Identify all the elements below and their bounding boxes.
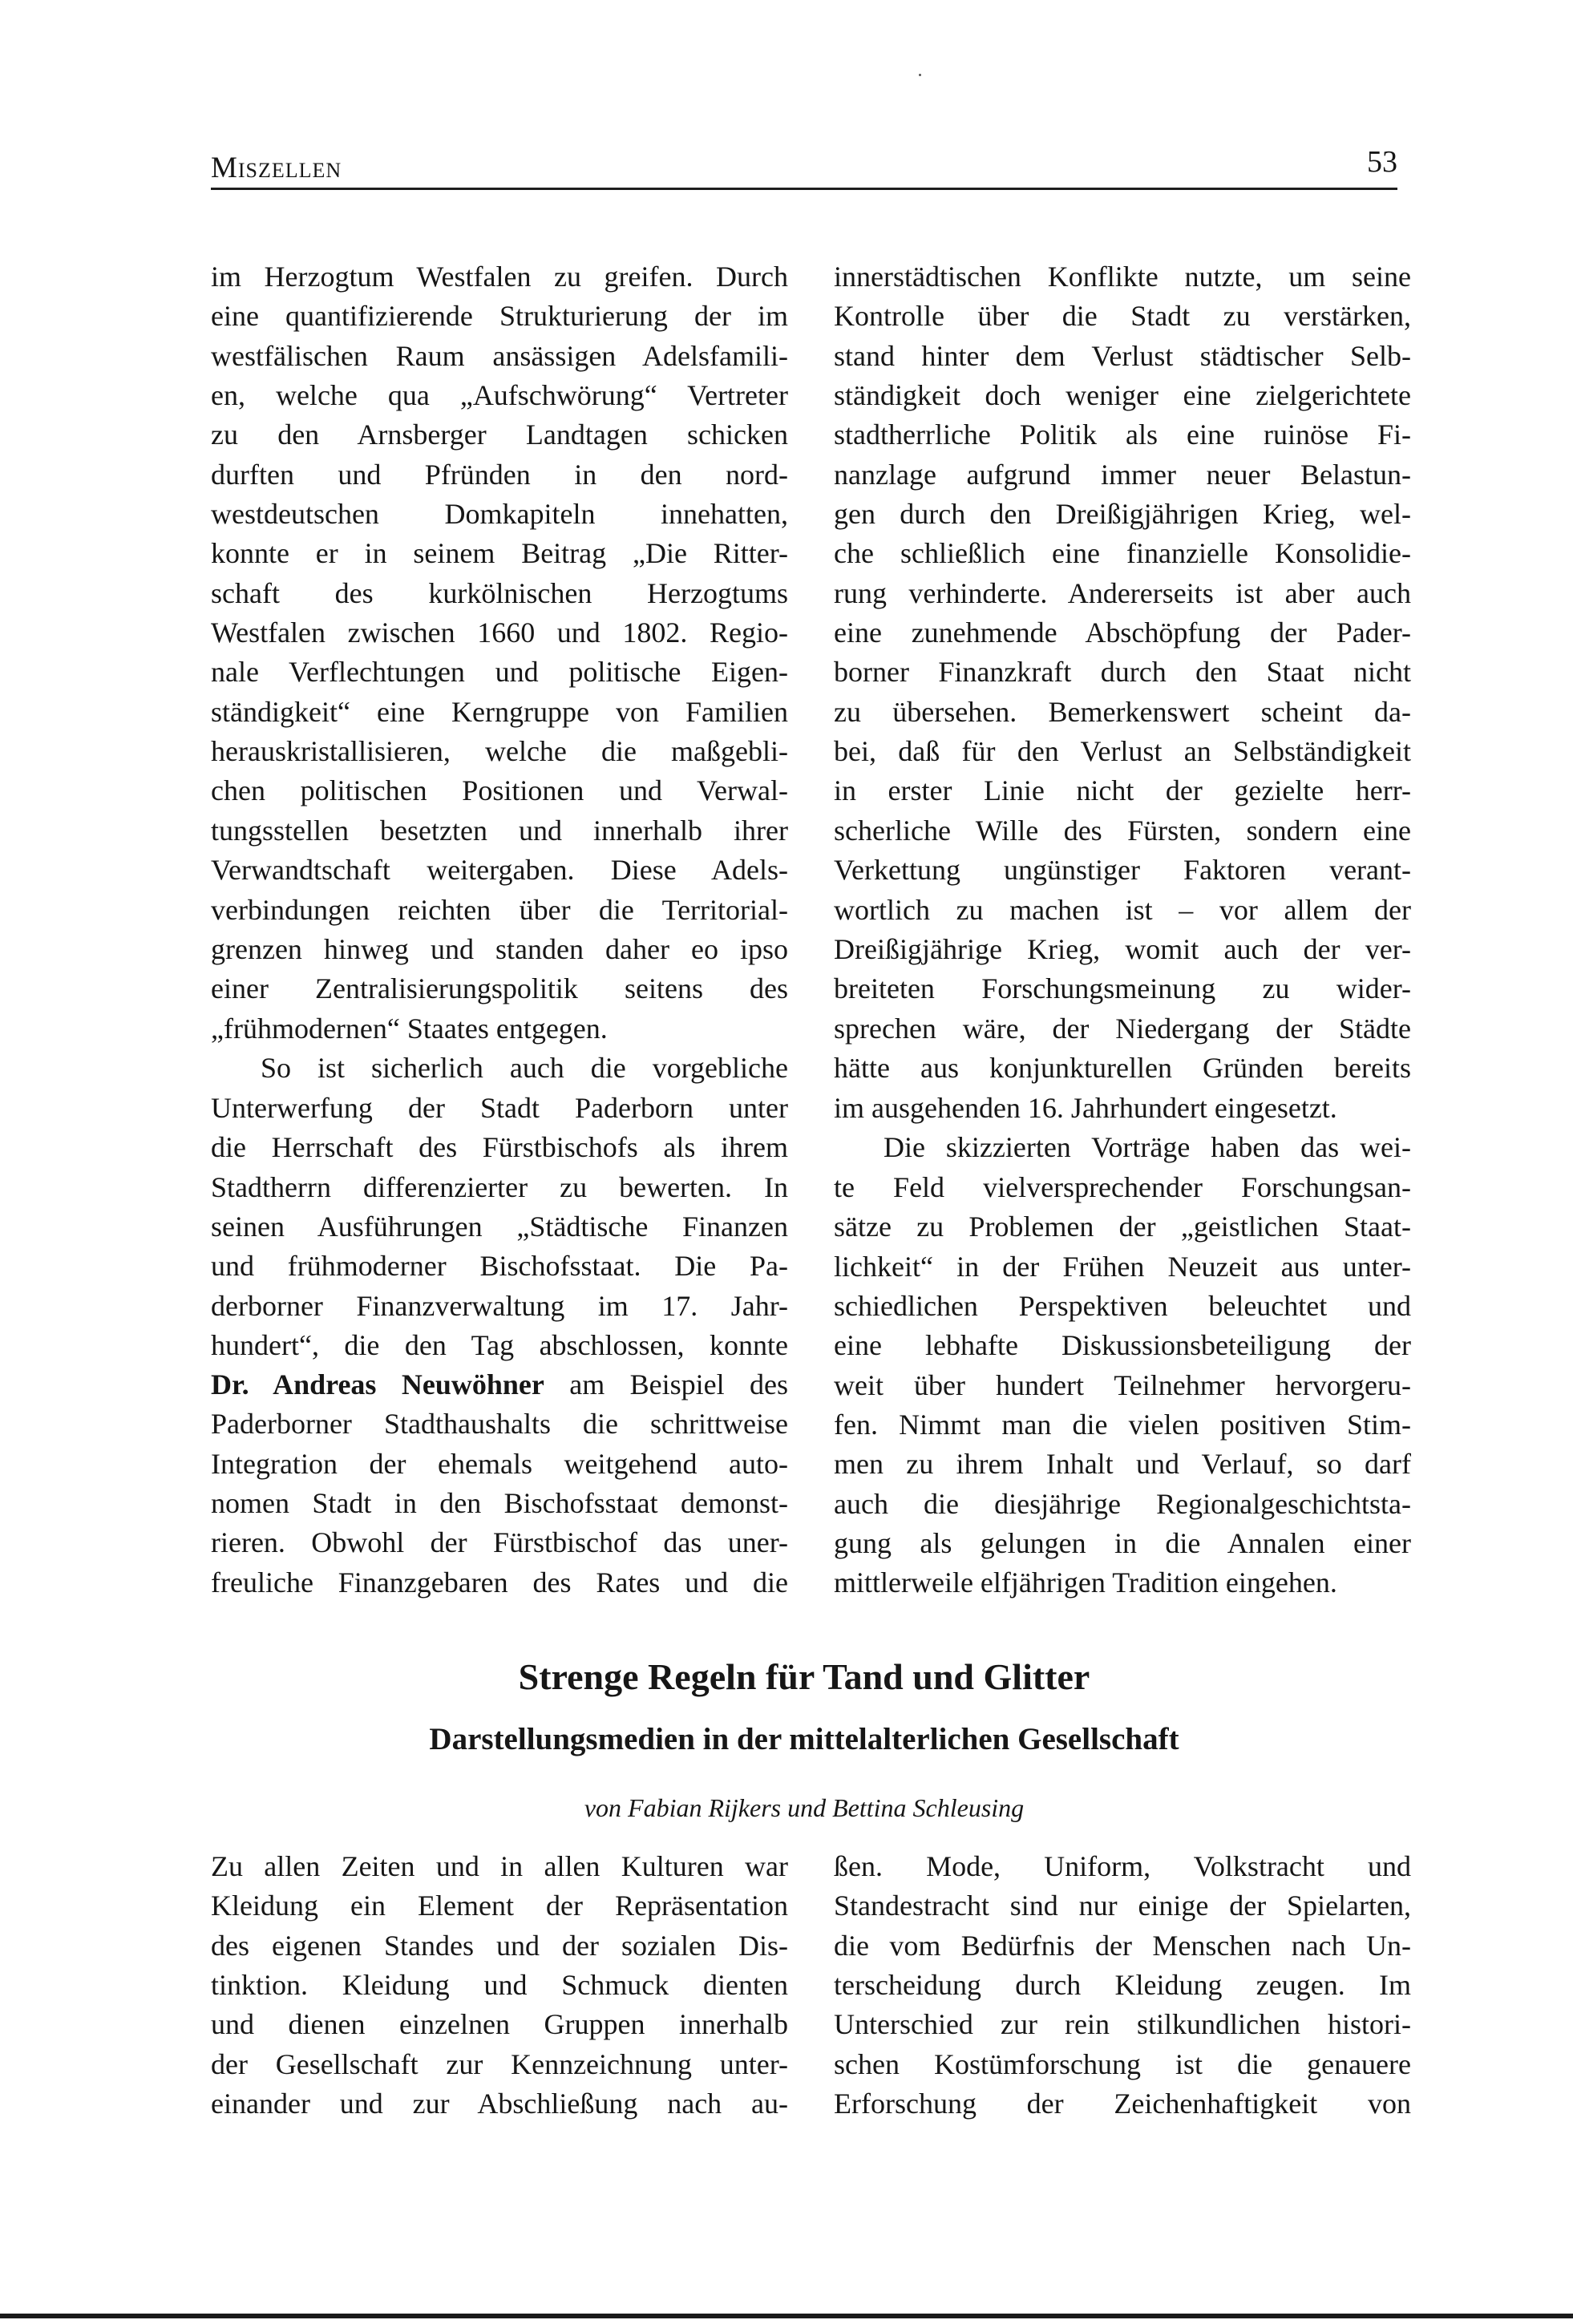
left-col-paragraph-2-part-b [211, 1365, 788, 1603]
article-left-column: Zu allen Zeiten und in allen Kulturen war Kleidung ein Element der Repräsentation des eigenen Standes und der sozialen Dis- tinktion. Kleidung und Schmuck dienten und dienen einzelnen Gruppen innerhalb der Gesellschaft zur Kennzeichnung unter- einander und zur Abschließung nach au- [211, 1850, 788, 2120]
article-right-column: ßen. Mode, Uniform, Volkstracht und Standestracht sind nur einige der Spielarten, die vom Bedürfnis der Menschen nach Un- terscheidung durch Kleidung zeugen. Im Unterschied zur rein stilkundlichen histori- schen Kostümforschung ist die genauere Erforschung der Zeichenhaftigkeit von [834, 1850, 1411, 2120]
right-col-paragraph-2-first-line: Die skizzierten Vorträge haben das wei- [884, 1131, 1411, 1163]
left-col-paragraph-2-first-line: So ist sicherlich auch die vorgebliche [261, 1052, 788, 1084]
page-number: 53 [1367, 145, 1397, 179]
scan-speck [919, 74, 921, 76]
left-col-paragraph-2-continuation: am Beispiel des Paderborner Stadthaushalts die schrittweise Integration der ehemals weitgehend auto- nomen Stadt in den Bischofsstaat demonst- rieren. Obwohl der Fürstbischof das uner- freuliche Finanzgebaren des Rates und die [211, 1368, 788, 1599]
right-col-paragraph-2-last-line: mittlerweile elfjährigen Tradition eingehen. [834, 1566, 1337, 1599]
right-col-paragraph-2: te Feld vielversprechender Forschungsan- sätze zu Problemen der „geistlichen Staat- lichkeit“ in der Frühen Neuzeit aus unter- schiedlichen Perspektiven beleuchtet und eine lebhafte Diskussionsbeteiligung der weit über hundert Teilnehmer hervorgeru- fen. Nimmt man die vielen positiven Stim- men zu ihrem Inhalt und Verlauf, so darf auch die diesjährige Regionalgeschichtsta- gung als gelungen in die Annalen einer [834, 1171, 1411, 1560]
article-byline: von Fabian Rijkers und Bettina Schleusing [584, 1793, 1025, 1822]
running-title: Miszellen [211, 152, 342, 184]
bottom-scan-edge [0, 2314, 1573, 2318]
left-col-paragraph-1-last-line: „frühmodernen“ Staates entgegen. [211, 1012, 608, 1045]
right-col-paragraph-1-last-line: im ausgehenden 16. Jahrhundert eingesetzt. [834, 1092, 1337, 1124]
speaker-name: Dr. Andreas Neuwöhner [211, 1368, 544, 1400]
article-subtitle: Darstellungsmedien in der mittelalterlichen Gesellschaft [429, 1722, 1179, 1756]
article-title: Strenge Regeln für Tand und Glitter [518, 1656, 1090, 1697]
left-col-paragraph-1: im Herzogtum Westfalen zu greifen. Durch eine quantifizierende Strukturierung der im westfälischen Raum ansässigen Adelsfamili- en, welche qua „Aufschwörung“ Vertreter zu den Arnsberger Landtagen schicken durften und Pfründen in den nord- westdeutschen Domkapiteln innehatten, konnte er in seinem Beitrag „Die Ritter- schaft des kurkölnischen Herzogtums Westfalen zwischen 1660 und 1802. Regio- nale Verflechtungen und politische Eigen- ständigkeit“ eine Kerngruppe von Familien herauskristallisieren, welche die maßgebli- chen politischen Positionen und Verwal- tungsstellen besetzten und innerhalb ihrer Verwandtschaft weitergaben. Diese Adels- verbindungen reichten über die Territorial- grenzen hinweg und standen daher eo ipso einer Zentralisierungspolitik seitens des [211, 261, 788, 1005]
right-col-paragraph-1: innerstädtischen Konflikte nutzte, um seine Kontrolle über die Stadt zu verstärken, stand hinter dem Verlust städtischer Selb- ständigkeit doch weniger eine zielgerichtete stadtherrliche Politik als eine ruinöse Fi- nanzlage aufgrund immer neuer Belastun- gen durch den Dreißigjährigen Krieg, wel- che schließlich eine finanzielle Konsolidie- rung verhinderte. Andererseits ist aber auch eine zunehmende Abschöpfung der Pader- borner Finanzkraft durch den Staat nicht zu übersehen. Bemerkenswert scheint da- bei, daß für den Verlust an Selbständigkeit in erster Linie nicht der gezielte herr- scherliche Wille des Fürsten, sondern eine Verkettung ungünstiger Faktoren verant- wortlich zu machen ist – vor allem der Dreißigjährige Krieg, womit auch der ver- breiteten Forschungsmeinung zu wider- sprechen wäre, der Niedergang der Städte hätte aus konjunkturellen Gründen bereits [834, 261, 1411, 1084]
page-header [211, 144, 1397, 190]
left-col-paragraph-2-part-a: Unterwerfung der Stadt Paderborn unter die Herrschaft des Fürstbischofs als ihrem Stadtherrn differenzierter zu bewerten. In seinen Ausführungen „Städtische Finanzen und frühmoderner Bischofsstaat. Die Pa- derborner Finanzverwaltung im 17. Jahr- hundert“, die den Tag abschlossen, konnte [211, 1092, 788, 1362]
